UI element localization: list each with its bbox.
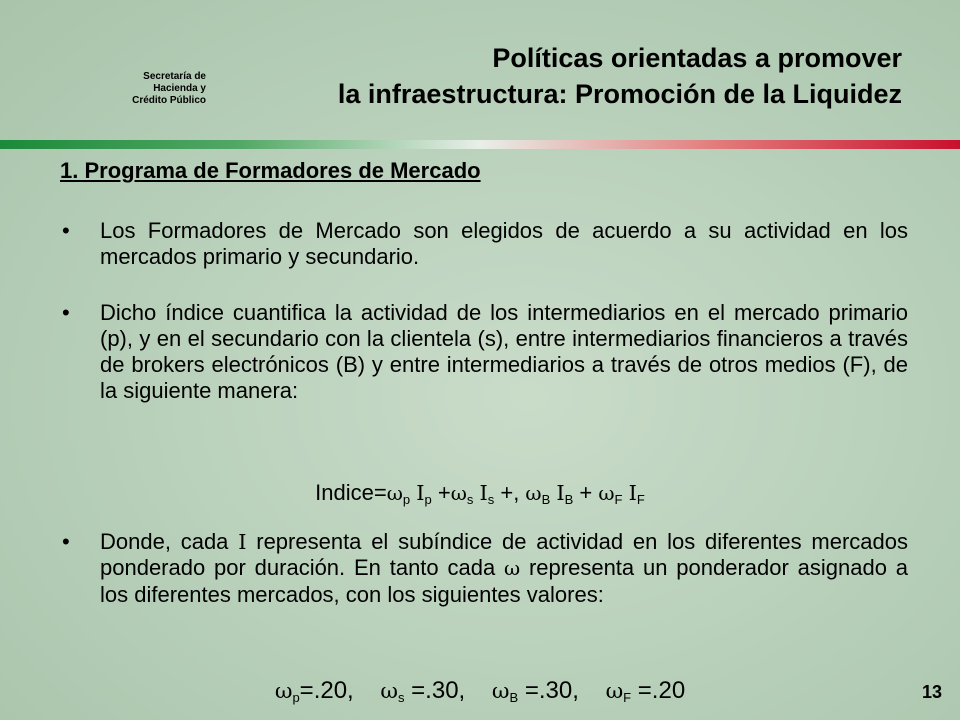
formula-operator: + bbox=[431, 480, 451, 505]
text-run: Donde, cada bbox=[100, 529, 239, 554]
bullet-marker: • bbox=[62, 529, 70, 554]
title-line-1: Políticas orientadas a promover bbox=[492, 43, 902, 73]
weight-item bbox=[275, 677, 354, 704]
omega-symbol: ω bbox=[274, 679, 293, 704]
bullet-item bbox=[62, 218, 908, 270]
omega-symbol: ω bbox=[605, 679, 624, 704]
omega-symbol: ω bbox=[386, 482, 403, 505]
organization-name bbox=[88, 71, 206, 107]
subscript: s bbox=[398, 690, 405, 705]
subscript: F bbox=[623, 690, 632, 705]
omega-symbol: ω bbox=[598, 482, 615, 505]
weight-value: =.20 bbox=[631, 677, 686, 704]
section-heading: 1. Programa de Formadores de Mercado bbox=[60, 158, 481, 183]
subscript: p bbox=[402, 492, 411, 507]
bullet-item bbox=[62, 529, 908, 608]
bullet-marker: • bbox=[62, 300, 70, 325]
slide-title bbox=[338, 40, 902, 112]
formula-operator: + bbox=[573, 480, 599, 505]
subscript: B bbox=[564, 492, 574, 507]
index-symbol: I bbox=[416, 481, 425, 505]
weight-item bbox=[492, 677, 579, 704]
index-symbol: I bbox=[479, 481, 488, 505]
flag-color-divider bbox=[0, 140, 960, 149]
bullet-text: Los Formadores de Mercado son elegidos de acuerdo a su actividad en los mercados primario y secundario. bbox=[100, 218, 908, 269]
text-run: representa el subíndice de actividad en los diferentes mercados ponderado por duración. En tanto cada bbox=[100, 529, 909, 580]
bullet-item bbox=[62, 300, 908, 404]
omega-symbol: ω bbox=[504, 557, 521, 580]
index-symbol: I bbox=[556, 481, 565, 505]
weight-value: =.30, bbox=[404, 677, 466, 704]
omega-symbol: ω bbox=[450, 482, 467, 505]
weight-value: =.30, bbox=[518, 677, 579, 704]
text-run: representa un ponderador asignado a los diferentes mercados, con los siguientes valores: bbox=[100, 555, 909, 607]
org-line: Crédito Público bbox=[132, 95, 206, 106]
bullet-text bbox=[100, 529, 908, 608]
org-line: Secretaría de bbox=[143, 71, 206, 82]
subscript: p bbox=[292, 690, 300, 705]
omega-symbol: ω bbox=[491, 679, 510, 704]
subscript: F bbox=[636, 492, 645, 507]
title-line-2: la infraestructura: Promoción de la Liquidez bbox=[337, 79, 902, 109]
formula-operator: +, bbox=[494, 480, 526, 505]
bullet-text: Dicho índice cuantifica la actividad de los intermediarios en el mercado primario (p), y en el secundario con la clientela (s), entre intermediarios financieros a través de brokers electrónicos (B) y entre intermediarios a través de otros medios (F), de la siguiente manera: bbox=[100, 300, 908, 403]
formula-lhs: Indice= bbox=[315, 480, 387, 505]
index-symbol: I bbox=[238, 530, 247, 554]
index-formula bbox=[0, 478, 960, 515]
page-number: 13 bbox=[921, 682, 942, 702]
omega-symbol: ω bbox=[380, 679, 398, 704]
weights-line bbox=[0, 676, 960, 713]
subscript: s bbox=[466, 492, 474, 507]
org-line: Hacienda y bbox=[153, 83, 206, 94]
subscript: p bbox=[424, 492, 432, 507]
subscript: F bbox=[614, 492, 623, 507]
index-symbol: I bbox=[628, 481, 637, 505]
subscript: s bbox=[487, 492, 495, 507]
subscript: B bbox=[541, 492, 551, 507]
bullet-marker: • bbox=[62, 218, 70, 243]
weight-item bbox=[380, 677, 465, 704]
subscript: B bbox=[509, 690, 519, 705]
weight-value: =.20, bbox=[299, 677, 354, 704]
omega-symbol: ω bbox=[525, 482, 542, 505]
weight-item bbox=[606, 677, 686, 704]
